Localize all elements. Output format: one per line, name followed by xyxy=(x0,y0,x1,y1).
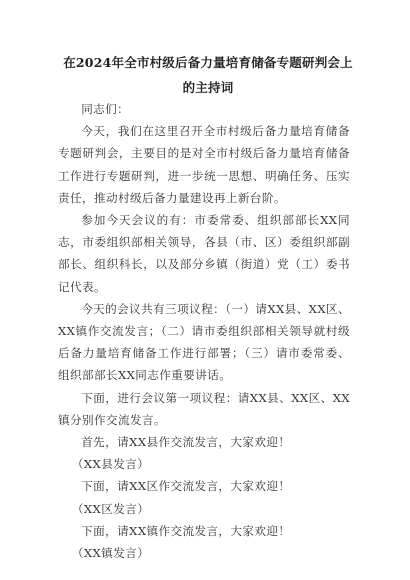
note-speech-2: （XX区发言） xyxy=(71,501,150,516)
document-title: 在2024年全市村级后备力量培育储备专题研判会上的主持词 xyxy=(63,55,353,95)
salutation: 同志们： xyxy=(81,102,130,116)
note-speech-1: （XX县发言） xyxy=(71,457,150,472)
note-speech-3: （XX镇发言） xyxy=(71,546,150,561)
paragraph-agenda-item-1: 下面，进行会议第一项议程：请XX县、XX区、XX镇分别作交流发言。 xyxy=(58,390,350,427)
paragraph-speaker-3: 下面，请XX镇作交流发言，大家欢迎！ xyxy=(81,523,291,538)
paragraph-opening: 今天，我们在这里召开全市村级后备力量培育储备专题研判会，主要目的是对全市村级后备力量培育储备工作进行专题研判，进一步统一思想、明确任务、压实责任，推动村级后备力量建设再上新台阶。 xyxy=(58,124,350,205)
paragraph-agenda: 今天的会议共有三项议程：（一）请XX县、XX区、XX镇作交流发言；（二）请市委组织部相关领导就村级后备力量培育储备工作进行部署；（三）请市委常委、组织部部长XX同志作重要讲话。 xyxy=(58,301,350,383)
document-body xyxy=(58,98,350,564)
paragraph-speaker-2: 下面，请XX区作交流发言，大家欢迎！ xyxy=(81,479,291,494)
paragraph-attendees: 参加今天会议的有：市委常委、组织部部长XX同志，市委组织部相关领导，各县（市、区）委组织部副部长、组织科长，以及部分乡镇（街道）党（工）委书记代表。 xyxy=(58,213,350,294)
paragraph-speaker-1: 首先，请XX县作交流发言，大家欢迎！ xyxy=(81,435,291,450)
